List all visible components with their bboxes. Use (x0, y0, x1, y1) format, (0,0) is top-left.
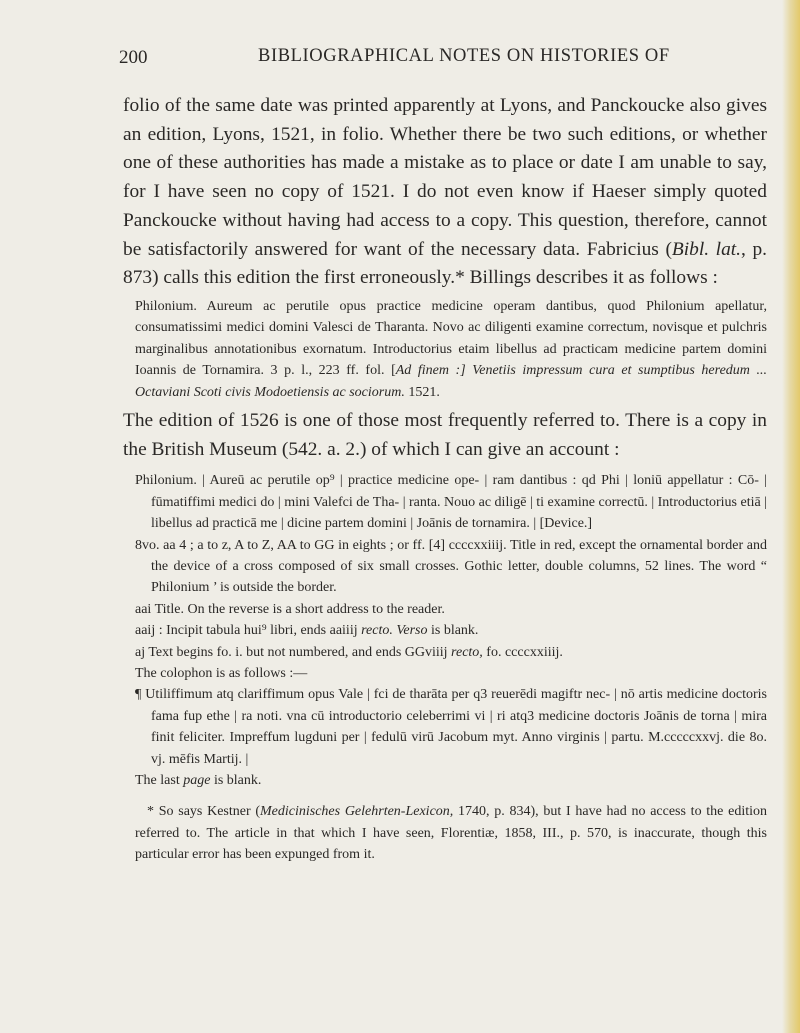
british-museum-description (123, 470, 767, 791)
footnote: * So says Kestner (Medicinisches Gelehrten-Lexicon, 1740, p. 834), but I have had no access to the edition referred to. The article in that which I have seen, Florentiæ, 1858, III., p. 570, is inaccurate, though this particular error has been expunged from it. (135, 804, 768, 863)
page-body (123, 92, 767, 866)
colophon-transcription: ¶ Utiliffimum atq clariffimum opus Vale | fci de tharāta per q3 reuerēdi magiftr nec- | nō artis medicine doctoris fama fup ethe | ra noti. vna cū introductorio celeberrimi vi | ri atq3 medicine doctoris Joānis de torna | mira finit feliciter. Impreffum lugduni per | fedulū virū Jacobum myt. Anno virginis | partu. M.cccccxxvj. die 8o. vj. mēfis Martij. | (135, 687, 767, 767)
desc-line-text: aj Text begins fo. i. but not numbered, and ends GGviiij recto, fo. ccccxxiiij. (135, 644, 563, 660)
billings-quote: Philonium. Aureum ac perutile opus practice medicine operam dantibus, quod Philonium apellatur, consumatissimi medici domini Valesci de Tharanta. Novo ac diligenti examine correctum, novisque et pulchris marginalibus annotationibus exornatum. Introductorius etaim libellus ad practicam medicine partem domini Ioannis de Tornamira. 3 p. l., 223 ff. fol. [Ad finem :] Venetiis impressum cura et sumptibus heredum ... Octaviani Scoti civis Modoetiensis ac sociorum. 1521. (135, 298, 767, 400)
page-edge (782, 0, 800, 1033)
desc-line-title: aai Title. On the reverse is a short address to the reader. (135, 601, 445, 617)
running-head: BIBLIOGRAPHICAL NOTES ON HISTORIES OF (258, 46, 670, 66)
desc-line-colophon-intro: The colophon is as follows :— (135, 666, 308, 682)
paragraph-2: The edition of 1526 is one of those most frequently referred to. There is a copy in the British Museum (542. a. 2.) of which I can give an account : (123, 409, 767, 460)
fabricius-citation: Bibl. lat. (671, 238, 741, 260)
kestner-citation: Medicinisches Gelehrten-Lexicon, (260, 804, 454, 820)
quote-colophon: Ad finem :] Venetiis impressum cura et sumptibus heredum ... Octaviani Scoti civis Modoetiensis ac sociorum. (135, 363, 767, 400)
desc-line-last-page: The last page is blank. (135, 773, 262, 789)
page-number: 200 (119, 47, 148, 68)
desc-line-tabula: aaij : Incipit tabula hui⁹ libri, ends aaiiij recto. Verso is blank. (135, 623, 479, 639)
title-transcription: Philonium. | Aureū ac perutile op⁹ | practice medicine ope- | ram dantibus : qd Phi | loniū appellatur : Cō- | fūmatiffimi medici do | mini Valefci de Tha- | ranta. Nouo ac diligē | ti examine correctū. | Introductorius etiā | libellus ad practicā me | dicine partem domini | Joānis de tornamira. | [Device.] (135, 473, 767, 532)
collation: 8vo. aa 4 ; a to z, A to Z, AA to GG in eights ; or ff. [4] ccccxxiiij. Title in red, except the ornamental border and the device of a cross composed of six small crosses. Gothic letter, double columns, 52 lines. The word “ Philonium ’ is outside the border. (135, 537, 767, 596)
paragraph-1: folio of the same date was printed apparently at Lyons, and Panckoucke also gives an edition, Lyons, 1521, in folio. Whether there be two such editions, or whether one of these authorities has made a mistake as to place or date I am unable to say, for I have seen no copy of 1521. I do not even know if Haeser simply quoted Panckoucke without having had access to a copy. This question, therefore, cannot be satisfactorily answered for want of the necessary data. Fabricius (Bibl. lat., p. 873) calls this edition the first erroneously.* Billings describes it as follows : (123, 95, 767, 289)
page-header (0, 42, 800, 72)
